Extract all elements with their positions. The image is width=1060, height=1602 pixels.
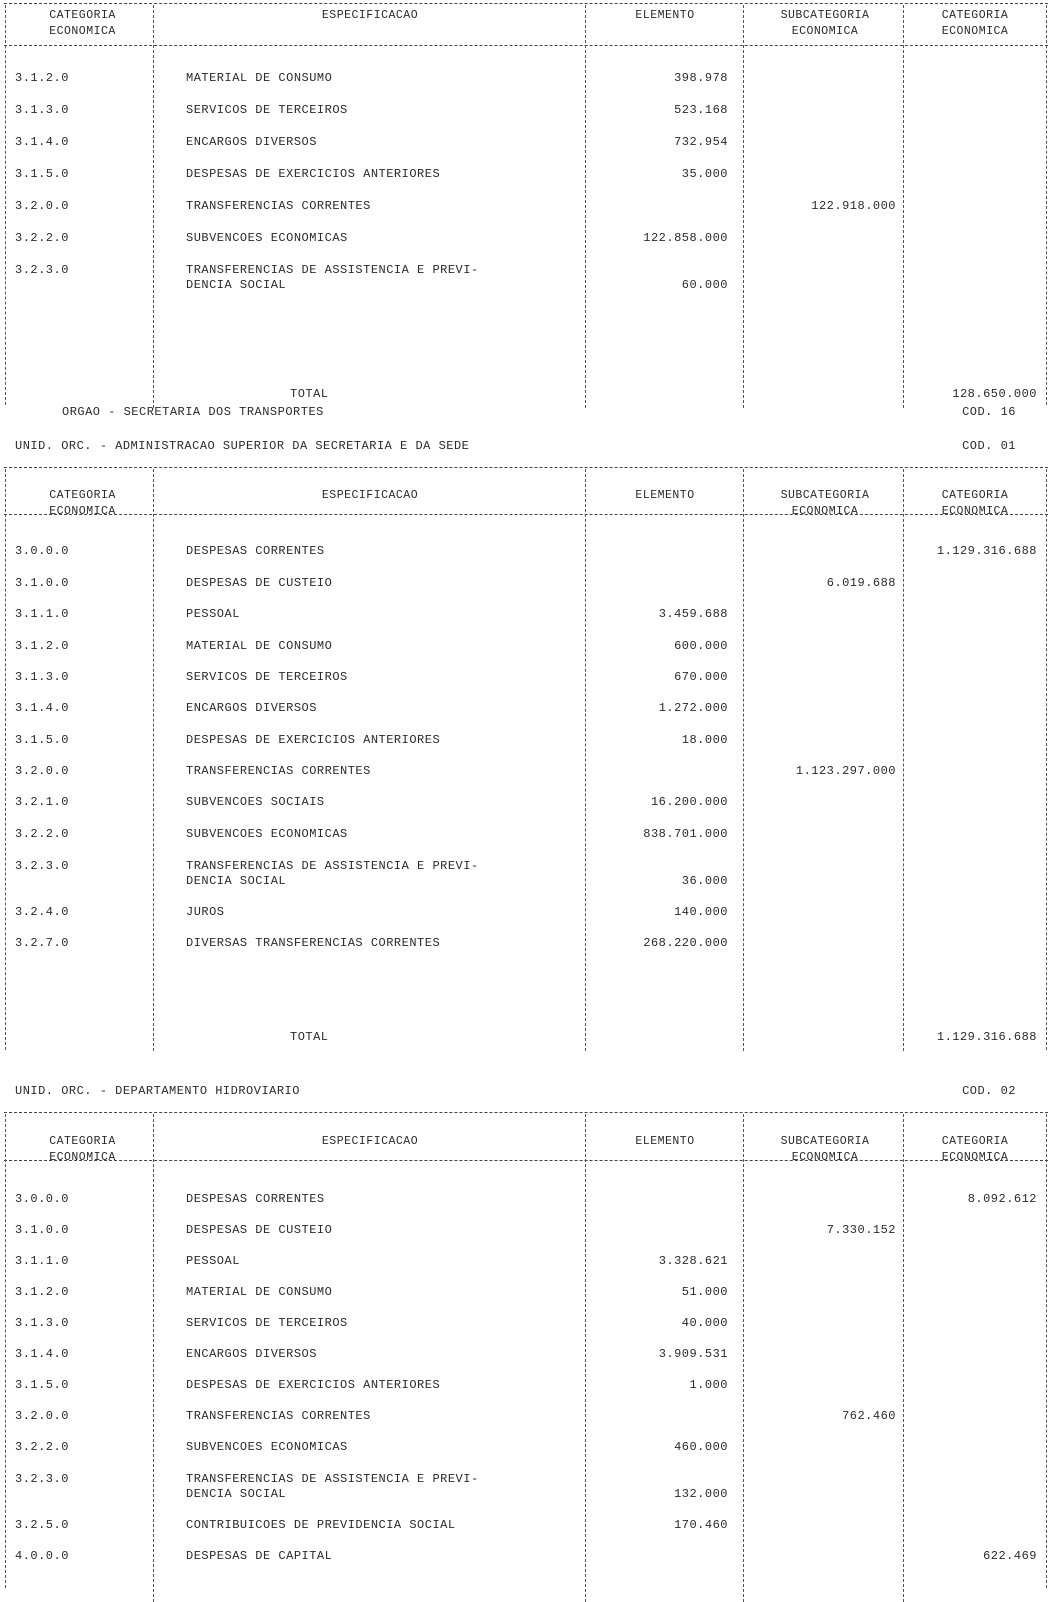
row-code: 3.2.0.0 (15, 1409, 69, 1423)
row-especificacao: PESSOAL (186, 1254, 240, 1268)
row-code: 3.1.1.0 (15, 1254, 69, 1268)
row-elemento-value: 268.220.000 (643, 936, 728, 950)
row-subcategoria-value: 762.460 (842, 1409, 896, 1423)
header-subcategoria-economica: SUBCATEGORIA ECONOMICA (780, 489, 870, 518)
row-especificacao: JUROS (186, 905, 225, 919)
column-divider (743, 1114, 744, 1602)
row-code: 3.1.0.0 (15, 576, 69, 590)
row-code: 3.2.1.0 (15, 795, 69, 809)
row-code: 3.2.3.0 (15, 1472, 69, 1486)
row-code: 3.2.0.0 (15, 764, 69, 778)
row-code: 3.2.4.0 (15, 905, 69, 919)
row-elemento-value: 122.858.000 (643, 231, 728, 245)
column-divider (903, 469, 904, 1051)
row-code: 3.0.0.0 (15, 1192, 69, 1206)
row-especificacao: PESSOAL (186, 607, 240, 621)
row-code: 3.1.2.0 (15, 639, 69, 653)
row-elemento-value: 460.000 (674, 1440, 728, 1454)
row-elemento-value: 3.909.531 (658, 1347, 728, 1361)
row-especificacao: DENCIA SOCIAL (186, 874, 287, 888)
unit-label: UNID. ORC. - ADMINISTRACAO SUPERIOR DA SECRETARIA E DA SEDE (15, 439, 470, 453)
unit-code: COD. 02 (962, 1084, 1016, 1098)
column-divider (1046, 469, 1047, 1050)
row-especificacao: ENCARGOS DIVERSOS (186, 135, 317, 149)
dashed-rule (4, 467, 1048, 468)
row-especificacao: DIVERSAS TRANSFERENCIAS CORRENTES (186, 936, 441, 950)
row-especificacao: SERVICOS DE TERCEIROS (186, 103, 348, 117)
row-code: 3.2.3.0 (15, 859, 69, 873)
total-value: 128.650.000 (952, 387, 1037, 401)
row-elemento-value: 670.000 (674, 670, 728, 684)
row-elemento-value: 140.000 (674, 905, 728, 919)
row-especificacao: SUBVENCOES ECONOMICAS (186, 1440, 348, 1454)
unit-code: COD. 16 (962, 405, 1016, 419)
row-especificacao: SERVICOS DE TERCEIROS (186, 1316, 348, 1330)
row-code: 3.1.1.0 (15, 607, 69, 621)
row-code: 3.1.5.0 (15, 733, 69, 747)
header-categoria-economica: CATEGORIA ECONOMICA (49, 9, 116, 38)
total-label: TOTAL (290, 387, 329, 401)
row-code: 3.1.3.0 (15, 103, 69, 117)
row-especificacao: DENCIA SOCIAL (186, 278, 287, 292)
row-subcategoria-value: 6.019.688 (826, 576, 896, 590)
row-especificacao: DESPESAS DE EXERCICIOS ANTERIORES (186, 733, 441, 747)
column-divider (5, 5, 6, 405)
row-code: 3.1.5.0 (15, 1378, 69, 1392)
row-categoria-value: 8.092.612 (967, 1192, 1037, 1206)
column-divider (153, 1114, 154, 1602)
row-code: 3.1.2.0 (15, 71, 69, 85)
row-especificacao: DESPESAS DE EXERCICIOS ANTERIORES (186, 167, 441, 181)
row-especificacao: DESPESAS CORRENTES (186, 1192, 325, 1206)
header-categoria-economica: CATEGORIA ECONOMICA (49, 1135, 116, 1164)
column-divider (743, 5, 744, 408)
row-especificacao: MATERIAL DE CONSUMO (186, 639, 333, 653)
row-elemento-value: 51.000 (681, 1285, 728, 1299)
column-divider (903, 1114, 904, 1602)
row-especificacao: DESPESAS CORRENTES (186, 544, 325, 558)
row-especificacao: TRANSFERENCIAS DE ASSISTENCIA E PREVI- (186, 263, 479, 277)
row-code: 3.1.3.0 (15, 1316, 69, 1330)
row-code: 3.2.0.0 (15, 199, 69, 213)
row-subcategoria-value: 1.123.297.000 (795, 764, 896, 778)
row-subcategoria-value: 7.330.152 (826, 1223, 896, 1237)
header-subcategoria-economica: SUBCATEGORIA ECONOMICA (780, 9, 870, 38)
row-elemento-value: 1.272.000 (658, 701, 728, 715)
header-especificacao: ESPECIFICACAO (321, 489, 419, 502)
total-value: 1.129.316.688 (936, 1030, 1037, 1044)
row-elemento-value: 40.000 (681, 1316, 728, 1330)
header-especificacao: ESPECIFICACAO (321, 1135, 419, 1148)
header-subcategoria-economica: SUBCATEGORIA ECONOMICA (780, 1135, 870, 1164)
row-especificacao: SERVICOS DE TERCEIROS (186, 670, 348, 684)
row-code: 3.2.7.0 (15, 936, 69, 950)
column-divider (585, 5, 586, 408)
unit-label: ORGAO - SECRETARIA DOS TRANSPORTES (62, 405, 324, 419)
row-elemento-value: 3.459.688 (658, 607, 728, 621)
row-code: 3.1.0.0 (15, 1223, 69, 1237)
row-especificacao: DENCIA SOCIAL (186, 1487, 287, 1501)
unit-code: COD. 01 (962, 439, 1016, 453)
row-elemento-value: 35.000 (681, 167, 728, 181)
header-categoria-economica-total: CATEGORIA ECONOMICA (941, 1135, 1009, 1164)
row-categoria-value: 1.129.316.688 (936, 544, 1037, 558)
row-code: 3.1.3.0 (15, 670, 69, 684)
row-especificacao: SUBVENCOES ECONOMICAS (186, 231, 348, 245)
column-divider (1046, 1114, 1047, 1588)
row-especificacao: TRANSFERENCIAS DE ASSISTENCIA E PREVI- (186, 1472, 479, 1486)
header-categoria-economica: CATEGORIA ECONOMICA (49, 489, 116, 518)
row-especificacao: DESPESAS DE CAPITAL (186, 1549, 333, 1563)
column-divider (585, 469, 586, 1051)
column-divider (153, 469, 154, 1051)
row-elemento-value: 1.000 (689, 1378, 728, 1392)
row-code: 3.0.0.0 (15, 544, 69, 558)
row-especificacao: ENCARGOS DIVERSOS (186, 1347, 317, 1361)
column-divider (903, 5, 904, 408)
row-categoria-value: 622.469 (983, 1549, 1037, 1563)
row-elemento-value: 170.460 (674, 1518, 728, 1532)
header-elemento: ELEMENTO (635, 489, 695, 502)
row-especificacao: SUBVENCOES SOCIAIS (186, 795, 325, 809)
header-elemento: ELEMENTO (635, 1135, 695, 1148)
header-categoria-economica-total: CATEGORIA ECONOMICA (941, 9, 1009, 38)
column-divider (585, 1114, 586, 1602)
header-categoria-economica-total: CATEGORIA ECONOMICA (941, 489, 1009, 518)
row-especificacao: TRANSFERENCIAS DE ASSISTENCIA E PREVI- (186, 859, 479, 873)
column-divider (153, 5, 154, 408)
unit-label: UNID. ORC. - DEPARTAMENTO HIDROVIARIO (15, 1084, 300, 1098)
row-especificacao: CONTRIBUICOES DE PREVIDENCIA SOCIAL (186, 1518, 456, 1532)
row-especificacao: DESPESAS DE EXERCICIOS ANTERIORES (186, 1378, 441, 1392)
row-code: 3.1.5.0 (15, 167, 69, 181)
dashed-rule (4, 1112, 1048, 1113)
row-elemento-value: 36.000 (681, 874, 728, 888)
header-elemento: ELEMENTO (635, 9, 695, 22)
row-code: 3.2.2.0 (15, 1440, 69, 1454)
row-elemento-value: 838.701.000 (643, 827, 728, 841)
column-divider (1046, 5, 1047, 405)
row-elemento-value: 523.168 (674, 103, 728, 117)
header-especificacao: ESPECIFICACAO (321, 9, 419, 22)
row-elemento-value: 600.000 (674, 639, 728, 653)
row-code: 3.2.2.0 (15, 231, 69, 245)
row-elemento-value: 3.328.621 (658, 1254, 728, 1268)
total-label: TOTAL (290, 1030, 329, 1044)
row-especificacao: DESPESAS DE CUSTEIO (186, 576, 333, 590)
row-code: 3.1.4.0 (15, 701, 69, 715)
row-code: 3.2.2.0 (15, 827, 69, 841)
row-especificacao: TRANSFERENCIAS CORRENTES (186, 1409, 371, 1423)
row-elemento-value: 732.954 (674, 135, 728, 149)
row-code: 4.0.0.0 (15, 1549, 69, 1563)
row-especificacao: TRANSFERENCIAS CORRENTES (186, 199, 371, 213)
row-code: 3.2.3.0 (15, 263, 69, 277)
column-divider (5, 1114, 6, 1588)
dashed-rule (4, 3, 1048, 4)
column-divider (743, 469, 744, 1051)
row-code: 3.2.5.0 (15, 1518, 69, 1532)
row-especificacao: TRANSFERENCIAS CORRENTES (186, 764, 371, 778)
row-especificacao: MATERIAL DE CONSUMO (186, 1285, 333, 1299)
row-especificacao: MATERIAL DE CONSUMO (186, 71, 333, 85)
row-code: 3.1.2.0 (15, 1285, 69, 1299)
column-divider (5, 469, 6, 1050)
dashed-rule (4, 45, 1048, 46)
row-elemento-value: 398.978 (674, 71, 728, 85)
row-elemento-value: 18.000 (681, 733, 728, 747)
row-code: 3.1.4.0 (15, 1347, 69, 1361)
row-elemento-value: 16.200.000 (650, 795, 728, 809)
row-especificacao: DESPESAS DE CUSTEIO (186, 1223, 333, 1237)
row-subcategoria-value: 122.918.000 (811, 199, 896, 213)
row-code: 3.1.4.0 (15, 135, 69, 149)
row-especificacao: SUBVENCOES ECONOMICAS (186, 827, 348, 841)
row-especificacao: ENCARGOS DIVERSOS (186, 701, 317, 715)
row-elemento-value: 132.000 (674, 1487, 728, 1501)
row-elemento-value: 60.000 (681, 278, 728, 292)
